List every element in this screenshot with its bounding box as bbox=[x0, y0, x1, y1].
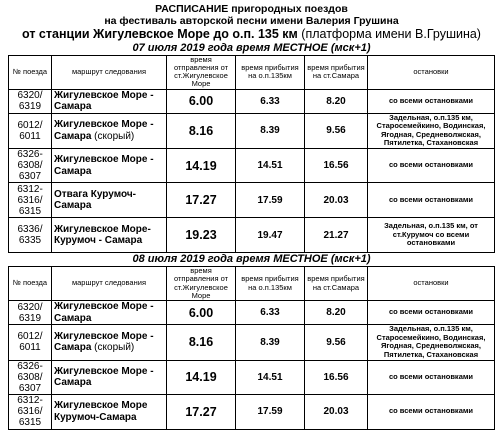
table-row bbox=[9, 360, 495, 394]
departure-time-cell: 19.23 bbox=[167, 218, 236, 253]
departure-time-cell: 6.00 bbox=[167, 89, 236, 113]
stops-cell: Задельная, о.п.135 км, от ст.Курумоч со всеми остановками bbox=[368, 218, 495, 253]
arrival-samara-cell: 8.20 bbox=[305, 301, 368, 325]
arrival-135km-cell: 6.33 bbox=[236, 89, 305, 113]
route-text: Отвага Курумоч-Самара bbox=[54, 188, 136, 211]
arrival-samara-cell: 16.56 bbox=[305, 360, 368, 394]
arrival-samara-cell: 20.03 bbox=[305, 394, 368, 429]
arrival-samara-cell: 16.56 bbox=[305, 149, 368, 183]
route-text: Жигулевское Море - Самара bbox=[54, 119, 154, 142]
table-row bbox=[9, 113, 495, 149]
arrival-samara-cell: 20.03 bbox=[305, 183, 368, 218]
arrival-135km-cell: 17.59 bbox=[236, 394, 305, 429]
departure-time-cell: 17.27 bbox=[167, 394, 236, 429]
route-cell bbox=[52, 360, 167, 394]
arrival-135km-cell: 8.39 bbox=[236, 113, 305, 149]
arrival-135km-cell: 14.51 bbox=[236, 149, 305, 183]
route-text: Жигулевское Море - Самара bbox=[54, 301, 154, 324]
header-arrival-samara: время прибытия на ст.Самара bbox=[305, 267, 368, 301]
header-arrival-135km: время прибытия на о.п.135км bbox=[236, 55, 305, 89]
header-train-number: № поезда bbox=[9, 55, 52, 89]
header-arrival-samara: время прибытия на ст.Самара bbox=[305, 55, 368, 89]
stops-cell: со всеми остановками bbox=[368, 394, 495, 429]
stops-cell: со всеми остановками bbox=[368, 149, 495, 183]
train-number-cell: 6320/ 6319 bbox=[9, 89, 52, 113]
route-cell bbox=[52, 218, 167, 253]
table-row bbox=[9, 218, 495, 253]
departure-time-cell: 8.16 bbox=[167, 325, 236, 361]
train-number-cell: 6326-6308/ 6307 bbox=[9, 360, 52, 394]
train-number-cell: 6012/ 6011 bbox=[9, 113, 52, 149]
departure-time-cell: 14.19 bbox=[167, 149, 236, 183]
arrival-135km-cell: 8.39 bbox=[236, 325, 305, 361]
train-number-cell: 6312-6316/ 6315 bbox=[9, 183, 52, 218]
arrival-samara-cell: 9.56 bbox=[305, 113, 368, 149]
stops-cell: со всеми остановками bbox=[368, 89, 495, 113]
stops-cell: Задельная, о.п.135 км, Старосемейкино, Водинская, Ягодная, Средневолжская, Пятилетка, Стахановская bbox=[368, 113, 495, 149]
arrival-135km-cell: 14.51 bbox=[236, 360, 305, 394]
header-departure: время отправления от ст.Жигулевское Море bbox=[167, 55, 236, 89]
document-header bbox=[0, 0, 503, 42]
header-departure: время отправления от ст.Жигулевское Море bbox=[167, 267, 236, 301]
title-line-3-bold: от станции Жигулевское Море до о.п. 135 км bbox=[22, 27, 298, 42]
header-arrival-135km: время прибытия на о.п.135км bbox=[236, 267, 305, 301]
table-row bbox=[9, 325, 495, 361]
route-cell bbox=[52, 149, 167, 183]
stops-cell: со всеми остановками bbox=[368, 183, 495, 218]
stops-cell: Задельная, о.п.135 км, Старосемейкино, Водинская, Ягодная, Средневолжская, Пятилетка, Стахановская bbox=[368, 325, 495, 361]
train-number-cell: 6336/ 6335 bbox=[9, 218, 52, 253]
route-text: Жигулевское Море - Самара bbox=[54, 89, 154, 112]
train-number-cell: 6320/ 6319 bbox=[9, 301, 52, 325]
table-row bbox=[9, 89, 495, 113]
table-header-row bbox=[9, 267, 495, 301]
route-cell bbox=[52, 89, 167, 113]
train-number-cell: 6012/ 6011 bbox=[9, 325, 52, 361]
arrival-135km-cell: 6.33 bbox=[236, 301, 305, 325]
stops-cell: со всеми остановками bbox=[368, 301, 495, 325]
schedule-table bbox=[8, 266, 495, 430]
table-row bbox=[9, 301, 495, 325]
header-stops: остановки bbox=[368, 267, 495, 301]
route-text: Жигулевское Море Курумоч-Самара bbox=[54, 400, 148, 423]
schedule-table bbox=[8, 55, 495, 254]
arrival-samara-cell: 21.27 bbox=[305, 218, 368, 253]
departure-time-cell: 17.27 bbox=[167, 183, 236, 218]
header-route: маршрут следования bbox=[52, 267, 167, 301]
route-cell bbox=[52, 301, 167, 325]
title-line-3 bbox=[0, 27, 503, 41]
table-row bbox=[9, 394, 495, 429]
title-line-2: на фестиваль авторской песни имени Валерия Грушина bbox=[104, 15, 399, 28]
departure-time-cell: 8.16 bbox=[167, 113, 236, 149]
route-text: Жигулевское Море-Курумоч - Самара bbox=[54, 223, 151, 246]
title-line-3-normal: (платформа имени В.Грушина) bbox=[297, 27, 481, 42]
train-number-cell: 6312-6316/ 6315 bbox=[9, 394, 52, 429]
route-text: Жигулевское Море - Самара bbox=[54, 154, 154, 177]
route-cell bbox=[52, 113, 167, 149]
route-text: Жигулевское Море - Самара bbox=[54, 330, 154, 354]
arrival-135km-cell: 17.59 bbox=[236, 183, 305, 218]
arrival-135km-cell: 19.47 bbox=[236, 218, 305, 253]
table-header-row bbox=[9, 55, 495, 89]
route-cell bbox=[52, 183, 167, 218]
route-cell bbox=[52, 325, 167, 361]
header-route: маршрут следования bbox=[52, 55, 167, 89]
route-text: Жигулевское Море - Самара bbox=[54, 365, 154, 388]
stops-cell: со всеми остановками bbox=[368, 360, 495, 394]
table-row bbox=[9, 183, 495, 218]
arrival-samara-cell: 8.20 bbox=[305, 89, 368, 113]
arrival-samara-cell: 9.56 bbox=[305, 325, 368, 361]
route-note: (скорый) bbox=[91, 130, 135, 142]
title-line-1: РАСПИСАНИЕ пригородных поездов bbox=[155, 3, 348, 15]
route-note: (скорый) bbox=[91, 342, 135, 354]
route-cell bbox=[52, 394, 167, 429]
day-date-heading: 08 июля 2019 года время МЕСТНОЕ (мск+1) bbox=[132, 253, 371, 265]
departure-time-cell: 6.00 bbox=[167, 301, 236, 325]
table-row bbox=[9, 149, 495, 183]
header-stops: остановки bbox=[368, 55, 495, 89]
day-date-heading: 07 июля 2019 года время МЕСТНОЕ (мск+1) bbox=[132, 41, 371, 54]
schedule-days bbox=[0, 42, 503, 430]
train-number-cell: 6326-6308/ 6307 bbox=[9, 149, 52, 183]
header-train-number: № поезда bbox=[9, 267, 52, 301]
departure-time-cell: 14.19 bbox=[167, 360, 236, 394]
